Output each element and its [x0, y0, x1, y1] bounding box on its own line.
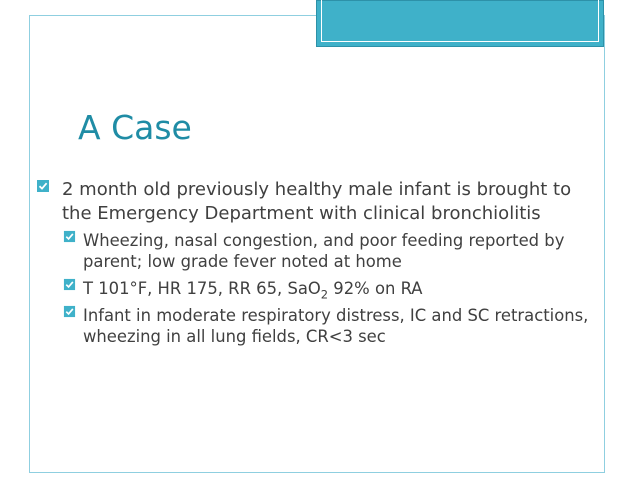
- bullet-sub-1-text: Wheezing, nasal congestion, and poor feeding reported by parent; low grade fever noted at home: [83, 231, 565, 271]
- bullet-sub-3-text: Infant in moderate respiratory distress, IC and SC retractions, wheezing in all lung fields, CR<3 sec: [83, 306, 589, 346]
- checkbox-bullet-icon: [63, 278, 76, 291]
- checkbox-bullet-icon: [63, 230, 76, 243]
- vitals-text-end: 92% on RA: [328, 279, 423, 298]
- vitals-text-start: T 101°F, HR 175, RR 65, SaO: [83, 279, 321, 298]
- accent-tab: [316, 0, 604, 47]
- bullet-main: [36, 178, 602, 226]
- bullet-sub-1: [36, 230, 602, 272]
- vitals-subscript: 2: [320, 287, 329, 302]
- checkbox-bullet-icon: [36, 179, 50, 193]
- bullet-list: [36, 178, 602, 353]
- bullet-sub-3: [36, 305, 602, 347]
- bullet-sub-2: [36, 278, 602, 302]
- checkbox-bullet-icon: [63, 305, 76, 318]
- bullet-main-text: 2 month old previously healthy male infant is brought to the Emergency Department with clinical bronchiolitis: [62, 179, 572, 224]
- accent-tab-inner-border: [321, 0, 599, 42]
- slide-title: A Case: [78, 108, 192, 147]
